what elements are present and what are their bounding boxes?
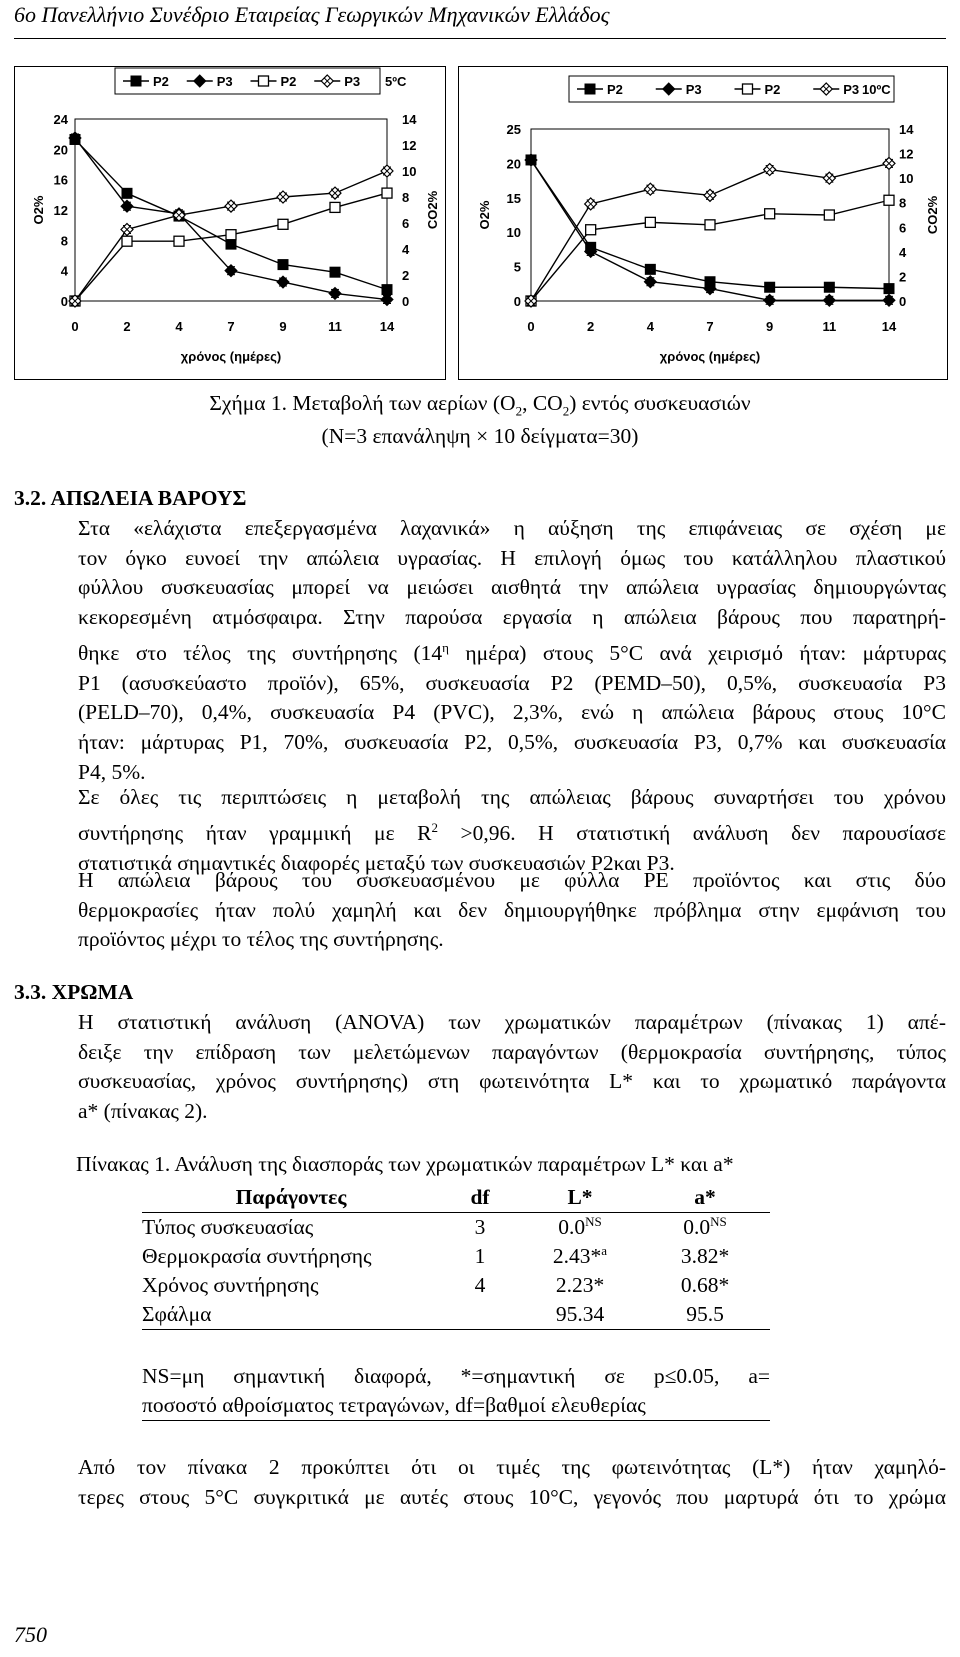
page-number: 750 <box>14 1622 47 1647</box>
y-right-tick-label: 2 <box>899 269 907 285</box>
table1-footnote: NS=μη σημαντική διαφορά, *=σημαντική σε p≤0.05, a= ποσοστό αθροίσματος τετραγώνων, df=βαθμοί ελευθερίας <box>142 1364 770 1417</box>
col-header-a: a* <box>640 1183 770 1213</box>
table-row: Σφάλμα 95.34 95.5 <box>142 1300 770 1330</box>
data-point <box>824 282 834 292</box>
legend-label: P3 <box>344 74 361 89</box>
closing-paragraph: Από τον πίνακα 2 προκύπτει ότι οι τιμές της φωτεινότητας (L*) ήταν χαμηλό- τερες στους 5°C συγκριτικά με αυτές στους 10°C, γεγονός που μαρτυρά ότι το χρώμα <box>78 1455 946 1509</box>
y-left-tick-label: 10 <box>506 225 521 241</box>
x-tick-label: 14 <box>379 319 395 334</box>
figure-caption-line2: (N=3 επανάληψη × 10 δείγματα=30) <box>321 424 639 448</box>
legend-marker <box>259 76 269 86</box>
y-right-tick-label: 4 <box>899 244 907 260</box>
y-right-tick-label: 8 <box>402 190 410 205</box>
y-right-tick-label: 0 <box>899 294 907 309</box>
data-point <box>645 264 655 274</box>
running-header: 6ο Πανελλήνιο Συνέδριο Εταιρείας Γεωργικών Μηχανικών Ελλάδος <box>14 2 610 27</box>
data-point <box>824 210 834 220</box>
table1-title: Πίνακας 1. Ανάλυση της διασποράς των χρωματικών παραμέτρων L* και a* <box>76 1152 734 1176</box>
section-heading-color: 3.3. ΧΡΩΜΑ <box>14 980 134 1004</box>
data-point <box>277 276 289 288</box>
chart-10c-panel <box>458 66 948 380</box>
data-point <box>381 293 393 305</box>
data-point <box>883 294 895 306</box>
y-right-axis-label: CO2% <box>425 190 440 230</box>
data-point <box>765 282 775 292</box>
legend-label: P2 <box>153 74 169 89</box>
table1-bottom-rule <box>142 1420 770 1421</box>
x-tick-label: 9 <box>766 319 774 334</box>
y-right-tick-label: 2 <box>402 268 410 283</box>
weight-loss-paragraph-1: Στα «ελάχιστα επεξεργασμένα λαχανικά» η αύξηση της επιφάνειας σε σχέση με τον όγκο ευνοεί την απώλεια υγρασίας. Η επιλογή όμως του κατάλληλου πλαστικού φύλλου συσκευασίας μπορεί να μειώσει αισθητά την απώλεια υγρασίας δημιουργώντας κεκορεσμένη ατμόσφαιρα. Στην παρούσα εργασία η απώλεια βάρους που παρατηρή- θηκε στο τέλος της συντήρησης ($14^\eta$ ημέρα) στους 5°C ανά χειρισμό ήταν: μάρτυρας P1 (ασυσκεύαστο προϊόν), 65%, συσκευασία P2 (PEMD–50), 0,5%, συσκευασία P3 (PELD–70), 0,4%, συσκευασία P4 (PVC), 2,3%, ενώ η απώλεια βάρους στους 10°C ήταν: μάρτυρας P1, 70%, συσκευασία P2, 0,5%, συσκευασία P3, 0,7% και συσκευασία P4, 5%. <box>78 516 946 784</box>
x-axis-label: χρόνος (ημέρες) <box>659 349 761 364</box>
data-point <box>765 209 775 219</box>
y-right-tick-label: 14 <box>402 112 417 127</box>
y-left-axis-label: O2% <box>31 195 46 225</box>
y-left-tick-label: 0 <box>513 294 521 309</box>
legend-marker <box>131 76 141 86</box>
y-right-tick-label: 10 <box>899 171 914 187</box>
y-left-tick-label: 20 <box>53 142 68 158</box>
data-point <box>329 287 341 299</box>
plot-area <box>531 129 889 301</box>
y-left-tick-label: 16 <box>53 172 68 188</box>
legend-marker <box>743 84 753 94</box>
x-tick-label: 14 <box>881 319 897 334</box>
y-right-tick-label: 10 <box>402 164 417 179</box>
data-point <box>764 294 776 306</box>
table1-header-row <box>142 1183 770 1213</box>
x-tick-label: 2 <box>123 319 131 334</box>
y-right-tick-label: 8 <box>899 195 907 211</box>
table1-anova <box>142 1183 770 1330</box>
data-point <box>823 294 835 306</box>
table-row: Τύπος συσκευασίας 3 $0.0^{NS}$ $0.0^{NS}$ <box>142 1214 727 1240</box>
color-paragraph-1: Η στατιστική ανάλυση (ANOVA) των χρωματικών παραμέτρων (πίνακας 1) απέ- δειξε την επίδραση των μελετώμενων παραγόντων (θερμοκρασία συντήρησης, τύπος συσκευασίας, χρόνος συντήρησης) στη φωτεινότητα L* και το χρωματικό παράγοντα a* (πίνακας 2). <box>78 1010 946 1124</box>
col-header-L: L* <box>520 1183 640 1213</box>
y-right-tick-label: 6 <box>899 220 907 236</box>
y-left-axis-label: O2% <box>477 200 492 230</box>
y-right-tick-label: 4 <box>402 242 410 257</box>
data-point <box>382 188 392 198</box>
y-left-tick-label: 24 <box>53 112 68 127</box>
x-tick-label: 7 <box>706 319 714 334</box>
legend-label: P3 <box>216 74 233 89</box>
y-left-tick-label: 5 <box>513 259 521 275</box>
data-point <box>122 188 132 198</box>
legend-label: P3 <box>685 82 702 97</box>
data-point <box>705 220 715 230</box>
col-header-df: df <box>440 1183 520 1213</box>
col-header-factors: Παράγοντες <box>142 1183 440 1213</box>
section-heading-weight-loss: 3.2. ΑΠΩΛΕΙΑ ΒΑΡΟΥΣ <box>14 486 247 510</box>
x-tick-label: 4 <box>175 319 183 334</box>
header-rule <box>14 38 946 39</box>
figure-caption-line1: Σχήμα 1. Μεταβολή των αερίων ($O_2$, $CO_2$) εντός συσκευασιών <box>209 391 751 419</box>
data-point <box>645 217 655 227</box>
data-point <box>122 236 132 246</box>
y-right-tick-label: 0 <box>402 294 410 309</box>
table-row: Χρόνος συντήρησης 4 2.23* 0.68* <box>142 1273 730 1298</box>
y-left-tick-label: 25 <box>506 122 521 137</box>
y-right-tick-label: 14 <box>899 122 914 137</box>
data-point <box>174 236 184 246</box>
x-tick-label: 0 <box>527 319 535 334</box>
y-left-tick-label: 8 <box>60 233 68 249</box>
data-point <box>884 284 894 294</box>
data-point <box>121 200 133 212</box>
data-point <box>278 219 288 229</box>
x-axis-label: χρόνος (ημέρες) <box>180 349 282 364</box>
x-tick-label: 11 <box>822 319 837 334</box>
y-right-tick-label: 6 <box>402 216 410 231</box>
chart-5c-panel <box>14 66 446 380</box>
y-left-tick-label: 12 <box>53 203 68 218</box>
data-point <box>330 202 340 212</box>
y-left-tick-label: 0 <box>60 294 68 309</box>
weight-loss-paragraph-2: Σε όλες τις περιπτώσεις η μεταβολή της απώλειας βάρους συναρτήσει του χρόνου συντήρησης ήταν γραμμική με $R^2 >0,96$. Η στατιστική ανάλυση δεν παρουσίασε στατιστικά σημαντικές διαφορές μεταξύ των συσκευασιών P2και P3. <box>78 785 946 875</box>
legend-marker <box>585 84 595 94</box>
legend-label: P2 <box>280 74 297 89</box>
y-left-tick-label: 20 <box>506 156 521 172</box>
data-point <box>226 239 236 249</box>
x-tick-label: 2 <box>587 319 595 334</box>
legend-label: P3 <box>843 82 860 97</box>
chart-10c <box>459 67 947 379</box>
y-right-tick-label: 12 <box>899 146 914 162</box>
x-tick-label: 0 <box>71 319 79 334</box>
chart-5c <box>15 67 445 379</box>
data-point <box>644 276 656 288</box>
legend-label: P2 <box>764 82 781 97</box>
x-tick-label: 7 <box>227 319 235 334</box>
y-left-tick-label: 15 <box>506 190 521 206</box>
y-right-tick-label: 12 <box>402 138 417 153</box>
temperature-label: 10ºC <box>862 82 891 97</box>
data-point <box>884 195 894 205</box>
data-point <box>330 267 340 277</box>
y-right-axis-label: CO2% <box>925 195 940 235</box>
weight-loss-paragraph-3: Η απώλεια βάρους του συσκευασμένου με φύλλα PE προϊόντος και στις δύο θερμοκρασίες ήταν πολύ χαμηλή και δεν δημιουργήθηκε πρόβλημα στην εμφάνιση του προϊόντος μέχρι το τέλος της συντήρησης. <box>78 868 946 952</box>
data-point <box>278 260 288 270</box>
x-tick-label: 4 <box>646 319 654 334</box>
temperature-label: 5ºC <box>385 74 407 89</box>
legend-label: P2 <box>607 82 623 97</box>
data-point <box>586 225 596 235</box>
y-left-tick-label: 4 <box>60 263 68 279</box>
x-tick-label: 9 <box>279 319 287 334</box>
data-point <box>226 230 236 240</box>
table-row: Θερμοκρασία συντήρησης 1 2.43*$^a$ 3.82* <box>142 1243 730 1269</box>
x-tick-label: 11 <box>328 319 342 334</box>
